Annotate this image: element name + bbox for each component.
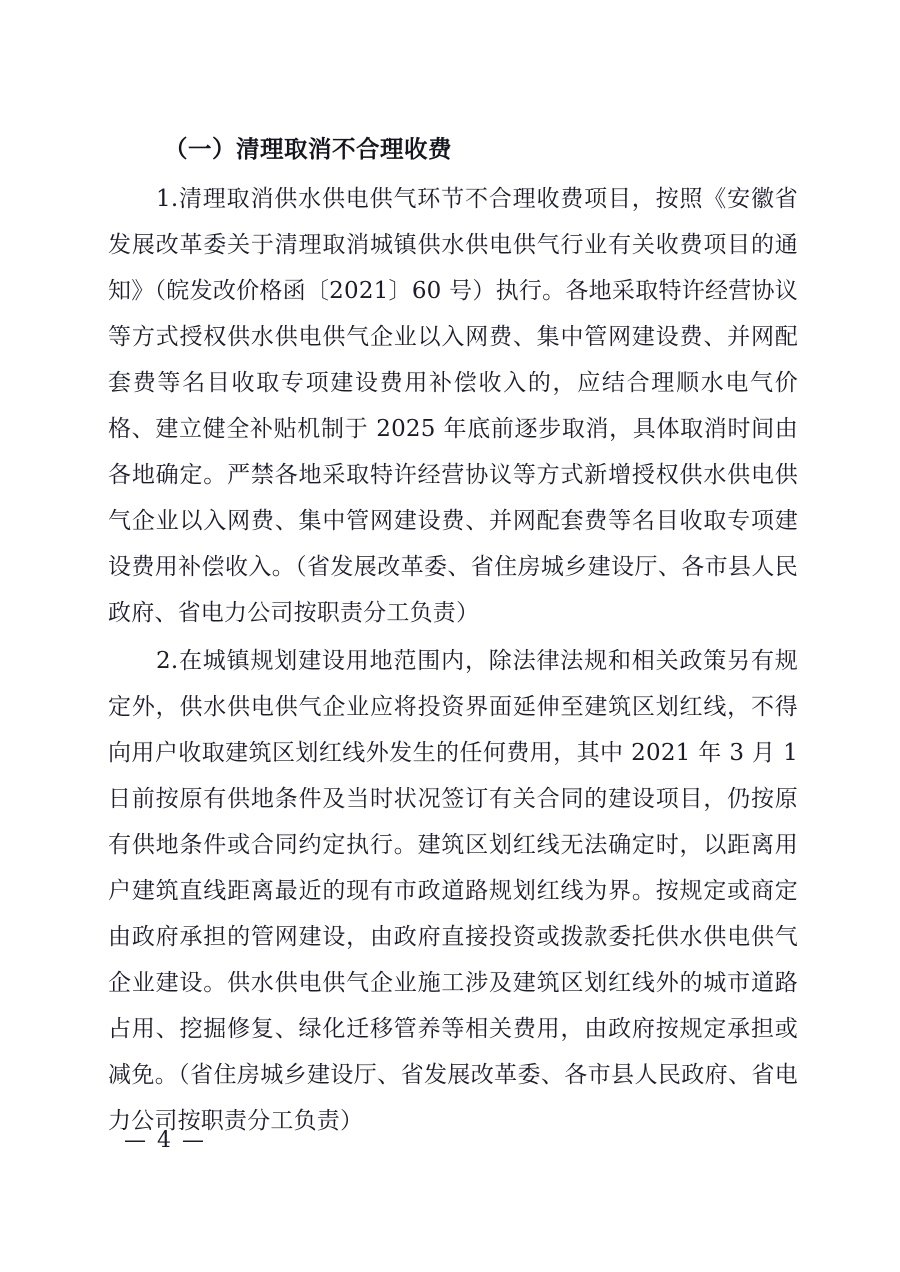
page-number: — 4 — (124, 1128, 206, 1153)
paragraph-2: 2.在城镇规划建设用地范围内，除法律法规和相关政策另有规定外，供水供电供气企业应将投资界面延伸至建筑区划红线，不得向用户收取建筑区划红线外发生的任何费用，其中 2021 年 3 月 1 日前按原有供地条件及当时状况签订有关合同的建设项目，仍按原有供地条件或合同约定执行。建筑区划红线无法确定时，以距离用户建筑直线距离最近的现有市政道路规划红线为界。按规定或商定由政府承担的管网建设，由政府直接投资或拨款委托供水供电供气企业建设。供水供电供气企业施工涉及建筑区划红线外的城市道路占用、挖掘修复、绿化迁移管养等相关费用，由政府按规定承担或减免。（省住房城乡建设厅、省发展改革委、各市县人民政府、省电力公司按职责分工负责） (108, 648, 798, 1135)
paragraph-1: 1.清理取消供水供电供气环节不合理收费项目，按照《安徽省发展改革委关于清理取消城镇供水供电供气行业有关收费项目的通知》（皖发改价格函〔2021〕60 号）执行。各地采取特许经营协议等方式授权供水供电供气企业以入网费、集中管网建设费、并网配套费等名目收取专项建设费用补偿收入的，应结合理顺水电气价格、建立健全补贴机制于 2025 年底前逐步取消，具体取消时间由各地确定。严禁各地采取特许经营协议等方式新增授权供水供电供气企业以入网费、集中管网建设费、并网配套费等名目收取专项建设费用补偿收入。（省发展改革委、省住房城乡建设厅、各市县人民政府、省电力公司按职责分工负责） (108, 186, 798, 627)
document-body (108, 132, 798, 1144)
section-heading: （一）清理取消不合理收费 (164, 135, 452, 163)
page-footer (108, 1128, 798, 1153)
